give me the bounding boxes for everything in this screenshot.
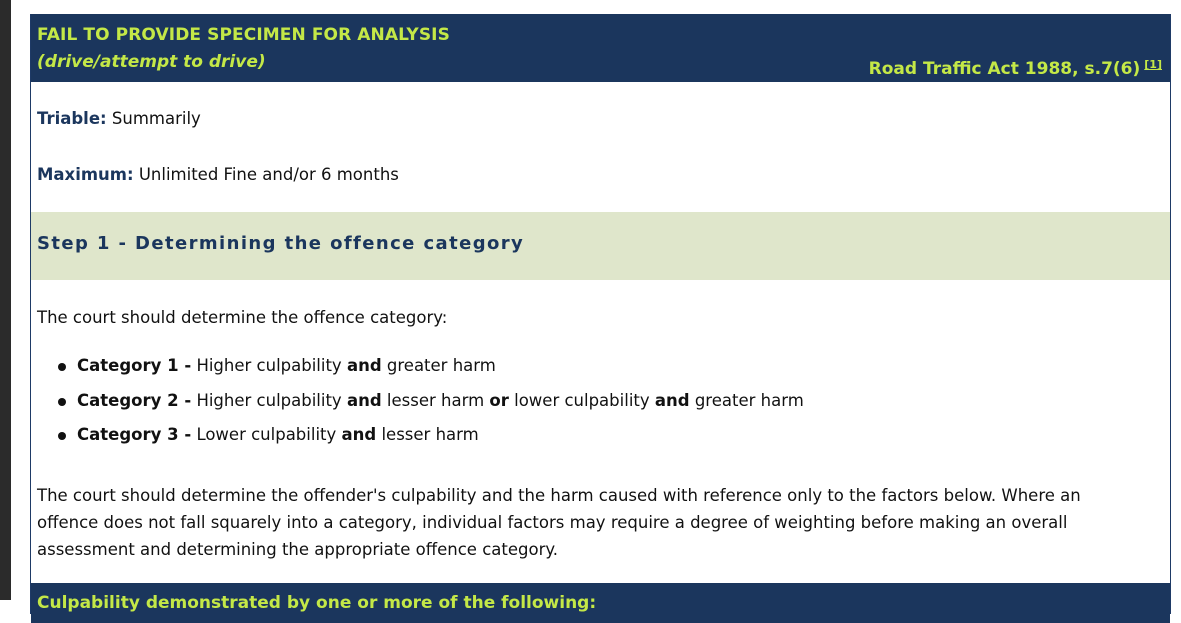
guideline-panel	[30, 14, 1171, 614]
category-description-part: and	[654, 390, 690, 410]
category-name: Category 3 -	[77, 425, 192, 444]
guidance-paragraph: The court should determine the offender's culpability and the harm caused with reference only to the factors below. Where an offence does not fall squarely into a category, individual factors may require a degree of weighting before making an overall assessment and determining the appropriate offence category.	[37, 486, 1081, 559]
offence-title: FAIL TO PROVIDE SPECIMEN FOR ANALYSIS	[37, 25, 450, 45]
category-description-part: Higher culpability	[196, 390, 347, 410]
culpability-section-header	[31, 583, 1170, 623]
statute-reference	[869, 58, 1162, 79]
step-1-heading-band	[31, 212, 1170, 280]
category-intro: The court should determine the offence category:	[37, 308, 448, 327]
triable-label: Triable:	[37, 109, 107, 128]
category-item	[37, 418, 804, 453]
culpability-section-title: Culpability demonstrated by one or more of the following:	[37, 593, 597, 613]
maximum-value: Unlimited Fine and/or 6 months	[138, 165, 399, 184]
category-name: Category 1 -	[77, 356, 192, 375]
category-description-part: Lower culpability	[196, 425, 342, 444]
bullet-icon	[58, 398, 66, 406]
category-description-part: lesser harm	[381, 390, 490, 410]
category-description-part: lesser harm	[376, 425, 479, 444]
category-description-part: and	[346, 356, 382, 375]
triable-value: Summarily	[111, 109, 201, 128]
category-description-part: lower culpability	[508, 390, 655, 410]
statute-text: Road Traffic Act 1988, s.7(6)	[868, 59, 1141, 79]
maximum-label: Maximum:	[37, 165, 134, 184]
window-left-edge	[0, 0, 11, 600]
category-name: Category 2 -	[77, 390, 192, 410]
bullet-icon	[58, 363, 66, 371]
category-description-part: and	[341, 425, 377, 444]
category-description-part: and	[346, 390, 382, 410]
category-description-part: greater harm	[381, 356, 496, 375]
footnote-link[interactable]: [1]	[1144, 58, 1162, 71]
triable-row	[37, 109, 201, 128]
offence-header	[31, 14, 1170, 82]
category-item	[37, 349, 804, 384]
maximum-row	[37, 165, 399, 184]
category-description-part: or	[489, 390, 509, 410]
category-item	[37, 384, 804, 419]
offence-subtitle: (drive/attempt to drive)	[37, 52, 266, 72]
category-description-part: Higher culpability	[196, 356, 347, 375]
category-description-part: greater harm	[689, 390, 804, 410]
bullet-icon	[58, 432, 66, 440]
category-list	[37, 349, 804, 453]
step-1-title: Step 1 - Determining the offence category	[37, 233, 525, 254]
